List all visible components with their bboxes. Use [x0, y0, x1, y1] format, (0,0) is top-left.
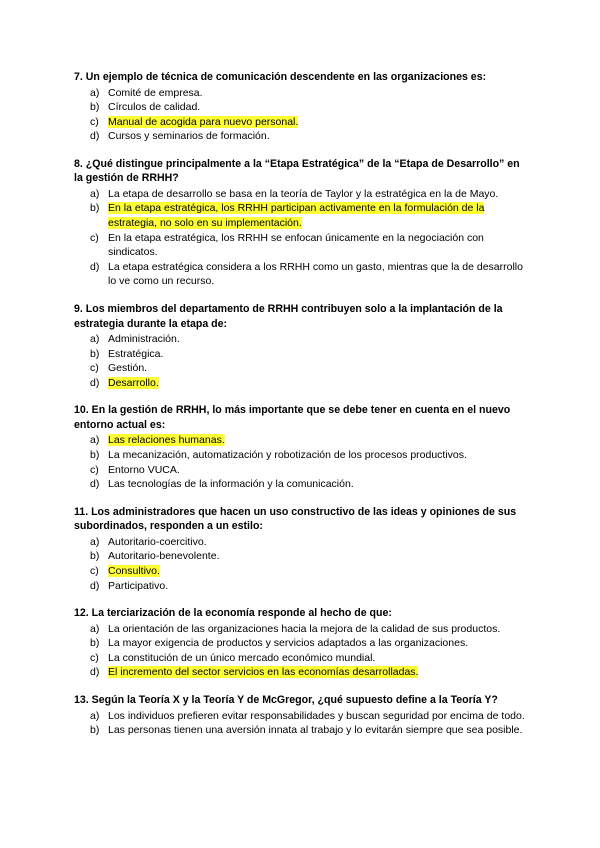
question-text: 8. ¿Qué distingue principalmente a la “Etapa Estratégica” de la “Etapa de Desarrollo” en la gestión de RRHH? — [74, 157, 520, 185]
option-text: Gestión. — [108, 362, 148, 375]
answer-option-highlighted — [90, 376, 530, 391]
option-list — [74, 535, 530, 593]
question-text: 13. Según la Teoría X y la Teoría Y de McGregor, ¿qué supuesto define a la Teoría Y? — [74, 694, 498, 707]
option-text-wrapper — [108, 579, 530, 594]
option-letter: a) — [90, 709, 100, 722]
option-text-wrapper — [108, 376, 530, 391]
option-letter: a) — [90, 434, 100, 447]
option-text-wrapper — [108, 433, 530, 448]
option-text-wrapper — [108, 448, 530, 463]
question-text: 9. Los miembros del departamento de RRHH contribuyen solo a la implantación de la estrategia durante la etapa de: — [74, 303, 503, 330]
option-text: Autoritario-coercitivo. — [108, 535, 207, 548]
option-letter: b) — [90, 347, 100, 360]
answer-option — [90, 723, 530, 738]
option-text-wrapper — [108, 622, 530, 637]
option-text-wrapper — [108, 709, 530, 724]
answer-option — [90, 347, 530, 362]
answer-option — [90, 636, 530, 651]
option-text: Participativo. — [108, 579, 169, 592]
option-letter: b) — [90, 550, 100, 563]
question-text: 12. La terciarización de la economía responde al hecho de que: — [74, 607, 392, 620]
option-text-wrapper — [108, 361, 530, 376]
option-letter: b) — [90, 724, 100, 737]
option-letter: c) — [90, 564, 99, 577]
option-letter: c) — [90, 651, 99, 664]
question-text: 11. Los administradores que hacen un uso constructivo de las ideas y opiniones de sus subordinados, responden a un estilo: — [74, 505, 517, 533]
option-letter: a) — [90, 86, 100, 99]
question-block — [74, 693, 530, 738]
option-text-wrapper — [108, 636, 530, 651]
option-text: La mecanización, automatización y robotización de los procesos productivos. — [108, 449, 467, 461]
option-text: Círculos de calidad. — [108, 101, 201, 114]
option-text: La orientación de las organizaciones hacia la mejora de la calidad de sus productos. — [108, 622, 501, 635]
option-text: Entorno VUCA. — [108, 463, 180, 476]
option-text-wrapper — [108, 347, 530, 362]
option-text-wrapper — [108, 549, 530, 564]
answer-option — [90, 535, 530, 550]
option-text-wrapper — [108, 100, 530, 115]
option-text: Manual de acogida para nuevo personal. — [108, 115, 299, 128]
option-letter: c) — [90, 231, 99, 244]
answer-option — [90, 129, 530, 144]
option-letter: d) — [90, 376, 100, 389]
answer-option — [90, 332, 530, 347]
option-text-wrapper — [108, 463, 530, 478]
answer-option-highlighted — [90, 665, 530, 680]
option-text: Cursos y seminarios de formación. — [108, 130, 270, 143]
question-text: 10. En la gestión de RRHH, lo más importante que se debe tener en cuenta en el nuevo entorno actual es: — [74, 404, 511, 431]
option-letter: b) — [90, 449, 100, 461]
option-text: Las relaciones humanas. — [108, 434, 225, 447]
option-list — [74, 709, 530, 738]
option-text: La mayor exigencia de productos y servicios adaptados a las organizaciones. — [108, 637, 469, 650]
answer-option — [90, 622, 530, 637]
option-text-wrapper — [108, 651, 530, 666]
answer-option — [90, 579, 530, 594]
option-text: Comité de empresa. — [108, 86, 203, 99]
option-letter: b) — [90, 101, 100, 114]
answer-option — [90, 709, 530, 724]
answer-option — [90, 463, 530, 478]
answer-option-highlighted — [90, 564, 530, 579]
option-text: La constitución de un único mercado económico mundial. — [108, 651, 376, 664]
option-text: Desarrollo. — [108, 376, 159, 389]
option-list — [74, 86, 530, 144]
option-letter: d) — [90, 579, 100, 592]
option-text-wrapper — [108, 201, 530, 230]
question-text: 7. Un ejemplo de técnica de comunicación descendente en las organizaciones es: — [74, 71, 487, 83]
option-letter: d) — [90, 130, 100, 143]
answer-option — [90, 86, 530, 101]
answer-option — [90, 549, 530, 564]
option-list — [74, 187, 530, 289]
answer-option — [90, 651, 530, 666]
option-text: En la etapa estratégica, los RRHH se enfocan únicamente en la negociación con sindicatos. — [108, 231, 484, 259]
option-letter: b) — [90, 202, 100, 215]
answer-option — [90, 187, 530, 202]
question-block — [74, 302, 530, 390]
option-letter: a) — [90, 535, 100, 548]
option-text-wrapper — [108, 187, 530, 202]
option-letter: c) — [90, 362, 99, 375]
option-text: Las tecnologías de la información y la comunicación. — [108, 478, 354, 491]
option-text-wrapper — [108, 86, 530, 101]
option-text: En la etapa estratégica, los RRHH participan activamente en la formulación de la estrategia, no solo en su implementación. — [108, 202, 485, 230]
question-block — [74, 606, 530, 680]
option-text-wrapper — [108, 129, 530, 144]
question-block — [74, 157, 530, 289]
option-text: Las personas tienen una aversión innata al trabajo y lo evitarán siempre que sea posible. — [108, 724, 523, 737]
option-list — [74, 332, 530, 390]
option-text: Administración. — [108, 333, 180, 346]
option-letter: c) — [90, 115, 99, 128]
option-text-wrapper — [108, 723, 530, 738]
option-text: La etapa de desarrollo se basa en la teoría de Taylor y la estratégica en la de Mayo. — [108, 187, 499, 200]
option-text-wrapper — [108, 115, 530, 130]
answer-option-highlighted — [90, 115, 530, 130]
option-text: Los individuos prefieren evitar responsabilidades y buscan seguridad por encima de todo. — [108, 709, 525, 722]
answer-option — [90, 100, 530, 115]
answer-option — [90, 231, 530, 260]
option-text: Autoritario-benevolente. — [108, 550, 220, 563]
option-text: El incremento del sector servicios en las economías desarrolladas. — [108, 666, 419, 679]
option-text-wrapper — [108, 332, 530, 347]
option-text: Estratégica. — [108, 347, 164, 360]
option-text-wrapper — [108, 231, 530, 260]
option-list — [74, 433, 530, 491]
option-text-wrapper — [108, 564, 530, 579]
answer-option — [90, 260, 530, 289]
option-letter: b) — [90, 637, 100, 650]
option-letter: a) — [90, 333, 100, 346]
answer-option — [90, 477, 530, 492]
answer-option — [90, 361, 530, 376]
answer-option-highlighted — [90, 201, 530, 230]
answer-option-highlighted — [90, 433, 530, 448]
option-letter: c) — [90, 463, 99, 476]
question-block — [74, 70, 530, 144]
option-list — [74, 622, 530, 680]
answer-option — [90, 448, 530, 463]
option-text-wrapper — [108, 665, 530, 680]
question-list — [74, 70, 530, 738]
option-letter: d) — [90, 260, 100, 273]
question-block — [74, 403, 530, 491]
option-letter: d) — [90, 666, 100, 679]
option-text: La etapa estratégica considera a los RRHH como un gasto, mientras que la de desarrollo lo ve como un recurso. — [108, 260, 523, 288]
option-letter: d) — [90, 478, 100, 491]
option-text-wrapper — [108, 535, 530, 550]
option-text: Consultivo. — [108, 564, 160, 577]
option-letter: a) — [90, 622, 100, 635]
option-text-wrapper — [108, 477, 530, 492]
option-letter: a) — [90, 187, 100, 200]
question-block — [74, 505, 530, 593]
option-text-wrapper — [108, 260, 530, 289]
